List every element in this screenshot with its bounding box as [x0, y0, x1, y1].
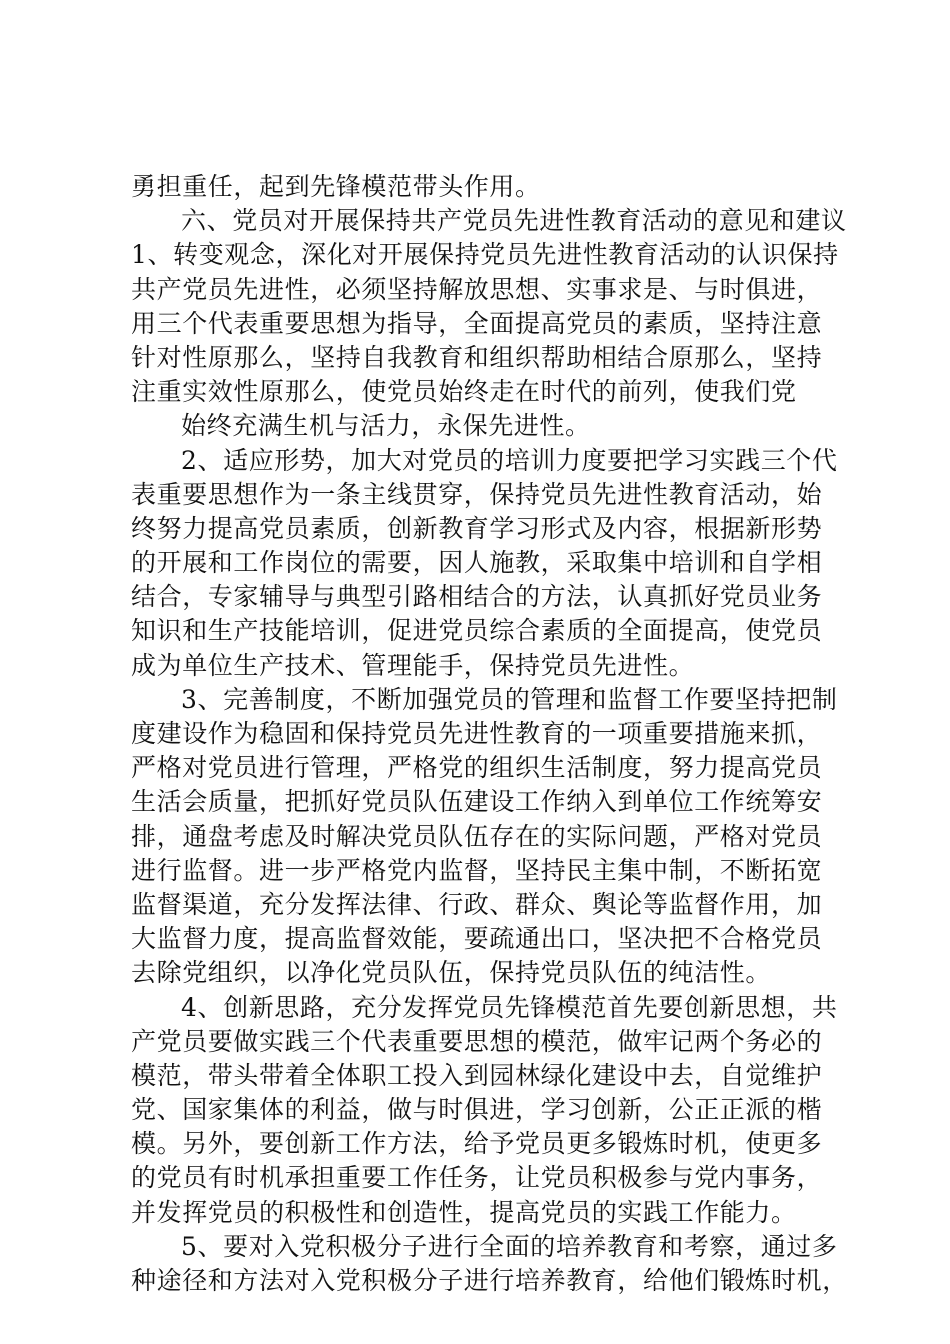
text-line: 4、创新思路，充分发挥党员先锋模范首先要创新思想，共 [181, 992, 838, 1022]
text-line: 表重要思想作为一条主线贯穿，保持党员先进性教育活动，始 [131, 479, 823, 509]
text-line: 进行监督。进一步严格党内监督，坚持民主集中制，不断拓宽 [131, 855, 823, 885]
text-line: 勇担重任，起到先锋模范带头作用。 [131, 172, 541, 201]
text-line: 1、转变观念，深化对开展保持党员先进性教育活动的认识保持 [131, 240, 839, 270]
text-line: 党、国家集体的利益，做与时俱进，学习创新，公正正派的楷 [131, 1095, 823, 1125]
text-line: 模范，带头带着全体职工投入到园林绿化建设中去，自觉维护 [131, 1060, 823, 1090]
text-line: 的党员有时机承担重要工作任务，让党员积极参与党内事务， [131, 1163, 823, 1193]
text-line: 结合，专家辅导与典型引路相结合的方法，认真抓好党员业务 [131, 582, 823, 612]
text-line: 共产党员先进性，必须坚持解放思想、实事求是、与时俱进， [131, 274, 823, 304]
text-line: 监督渠道，充分发挥法律、行政、群众、舆论等监督作用，加 [131, 889, 823, 919]
text-line: 知识和生产技能培训，促进党员综合素质的全面提高，使党员 [131, 616, 823, 646]
text-line: 六、党员对开展保持共产党员先进性教育活动的意见和建议 [181, 206, 847, 236]
text-line: 5、要对入党积极分子进行全面的培养教育和考察，通过多 [181, 1231, 838, 1261]
text-line: 去除党组织，以净化党员队伍，保持党员队伍的纯洁性。 [131, 958, 772, 988]
text-line: 严格对党员进行管理，严格党的组织生活制度，努力提高党员 [131, 753, 823, 783]
text-line: 3、完善制度，不断加强党员的管理和监督工作要坚持把制 [181, 684, 838, 714]
text-line: 排，通盘考虑及时解决党员队伍存在的实际问题，严格对党员 [131, 821, 823, 851]
text-line: 产党员要做实践三个代表重要思想的模范，做牢记两个务必的 [131, 1026, 823, 1056]
text-line: 用三个代表重要思想为指导，全面提高党员的素质，坚持注意 [131, 308, 823, 338]
text-line: 终努力提高党员素质，创新教育学习形式及内容，根据新形势 [131, 513, 823, 543]
text-line: 大监督力度，提高监督效能，要疏通出口，坚决把不合格党员 [131, 924, 823, 954]
text-line: 模。另外，要创新工作方法，给予党员更多锻炼时机，使更多 [131, 1129, 823, 1159]
document-body [131, 170, 848, 1298]
text-line: 2、适应形势，加大对党员的培训力度要把学习实践三个代 [181, 445, 838, 475]
text-line: 成为单位生产技术、管理能手，保持党员先进性。 [131, 650, 695, 680]
text-line: 种途径和方法对入党积极分子进行培养教育，给他们锻炼时机， [131, 1266, 848, 1295]
text-line: 的开展和工作岗位的需要，因人施教，采取集中培训和自学相 [131, 548, 823, 578]
text-line: 始终充满生机与活力，永保先进性。 [181, 411, 591, 441]
text-line: 生活会质量，把抓好党员队伍建设工作纳入到单位工作统筹安 [131, 787, 823, 817]
text-line: 注重实效性原那么，使党员始终走在时代的前列，使我们党 [131, 377, 797, 407]
text-line: 并发挥党员的积极性和创造性，提高党员的实践工作能力。 [131, 1197, 797, 1227]
text-line: 度建设作为稳固和保持党员先进性教育的一项重要措施来抓， [131, 719, 823, 748]
text-line: 针对性原那么，坚持自我教育和组织帮助相结合原那么，坚持 [131, 342, 823, 372]
